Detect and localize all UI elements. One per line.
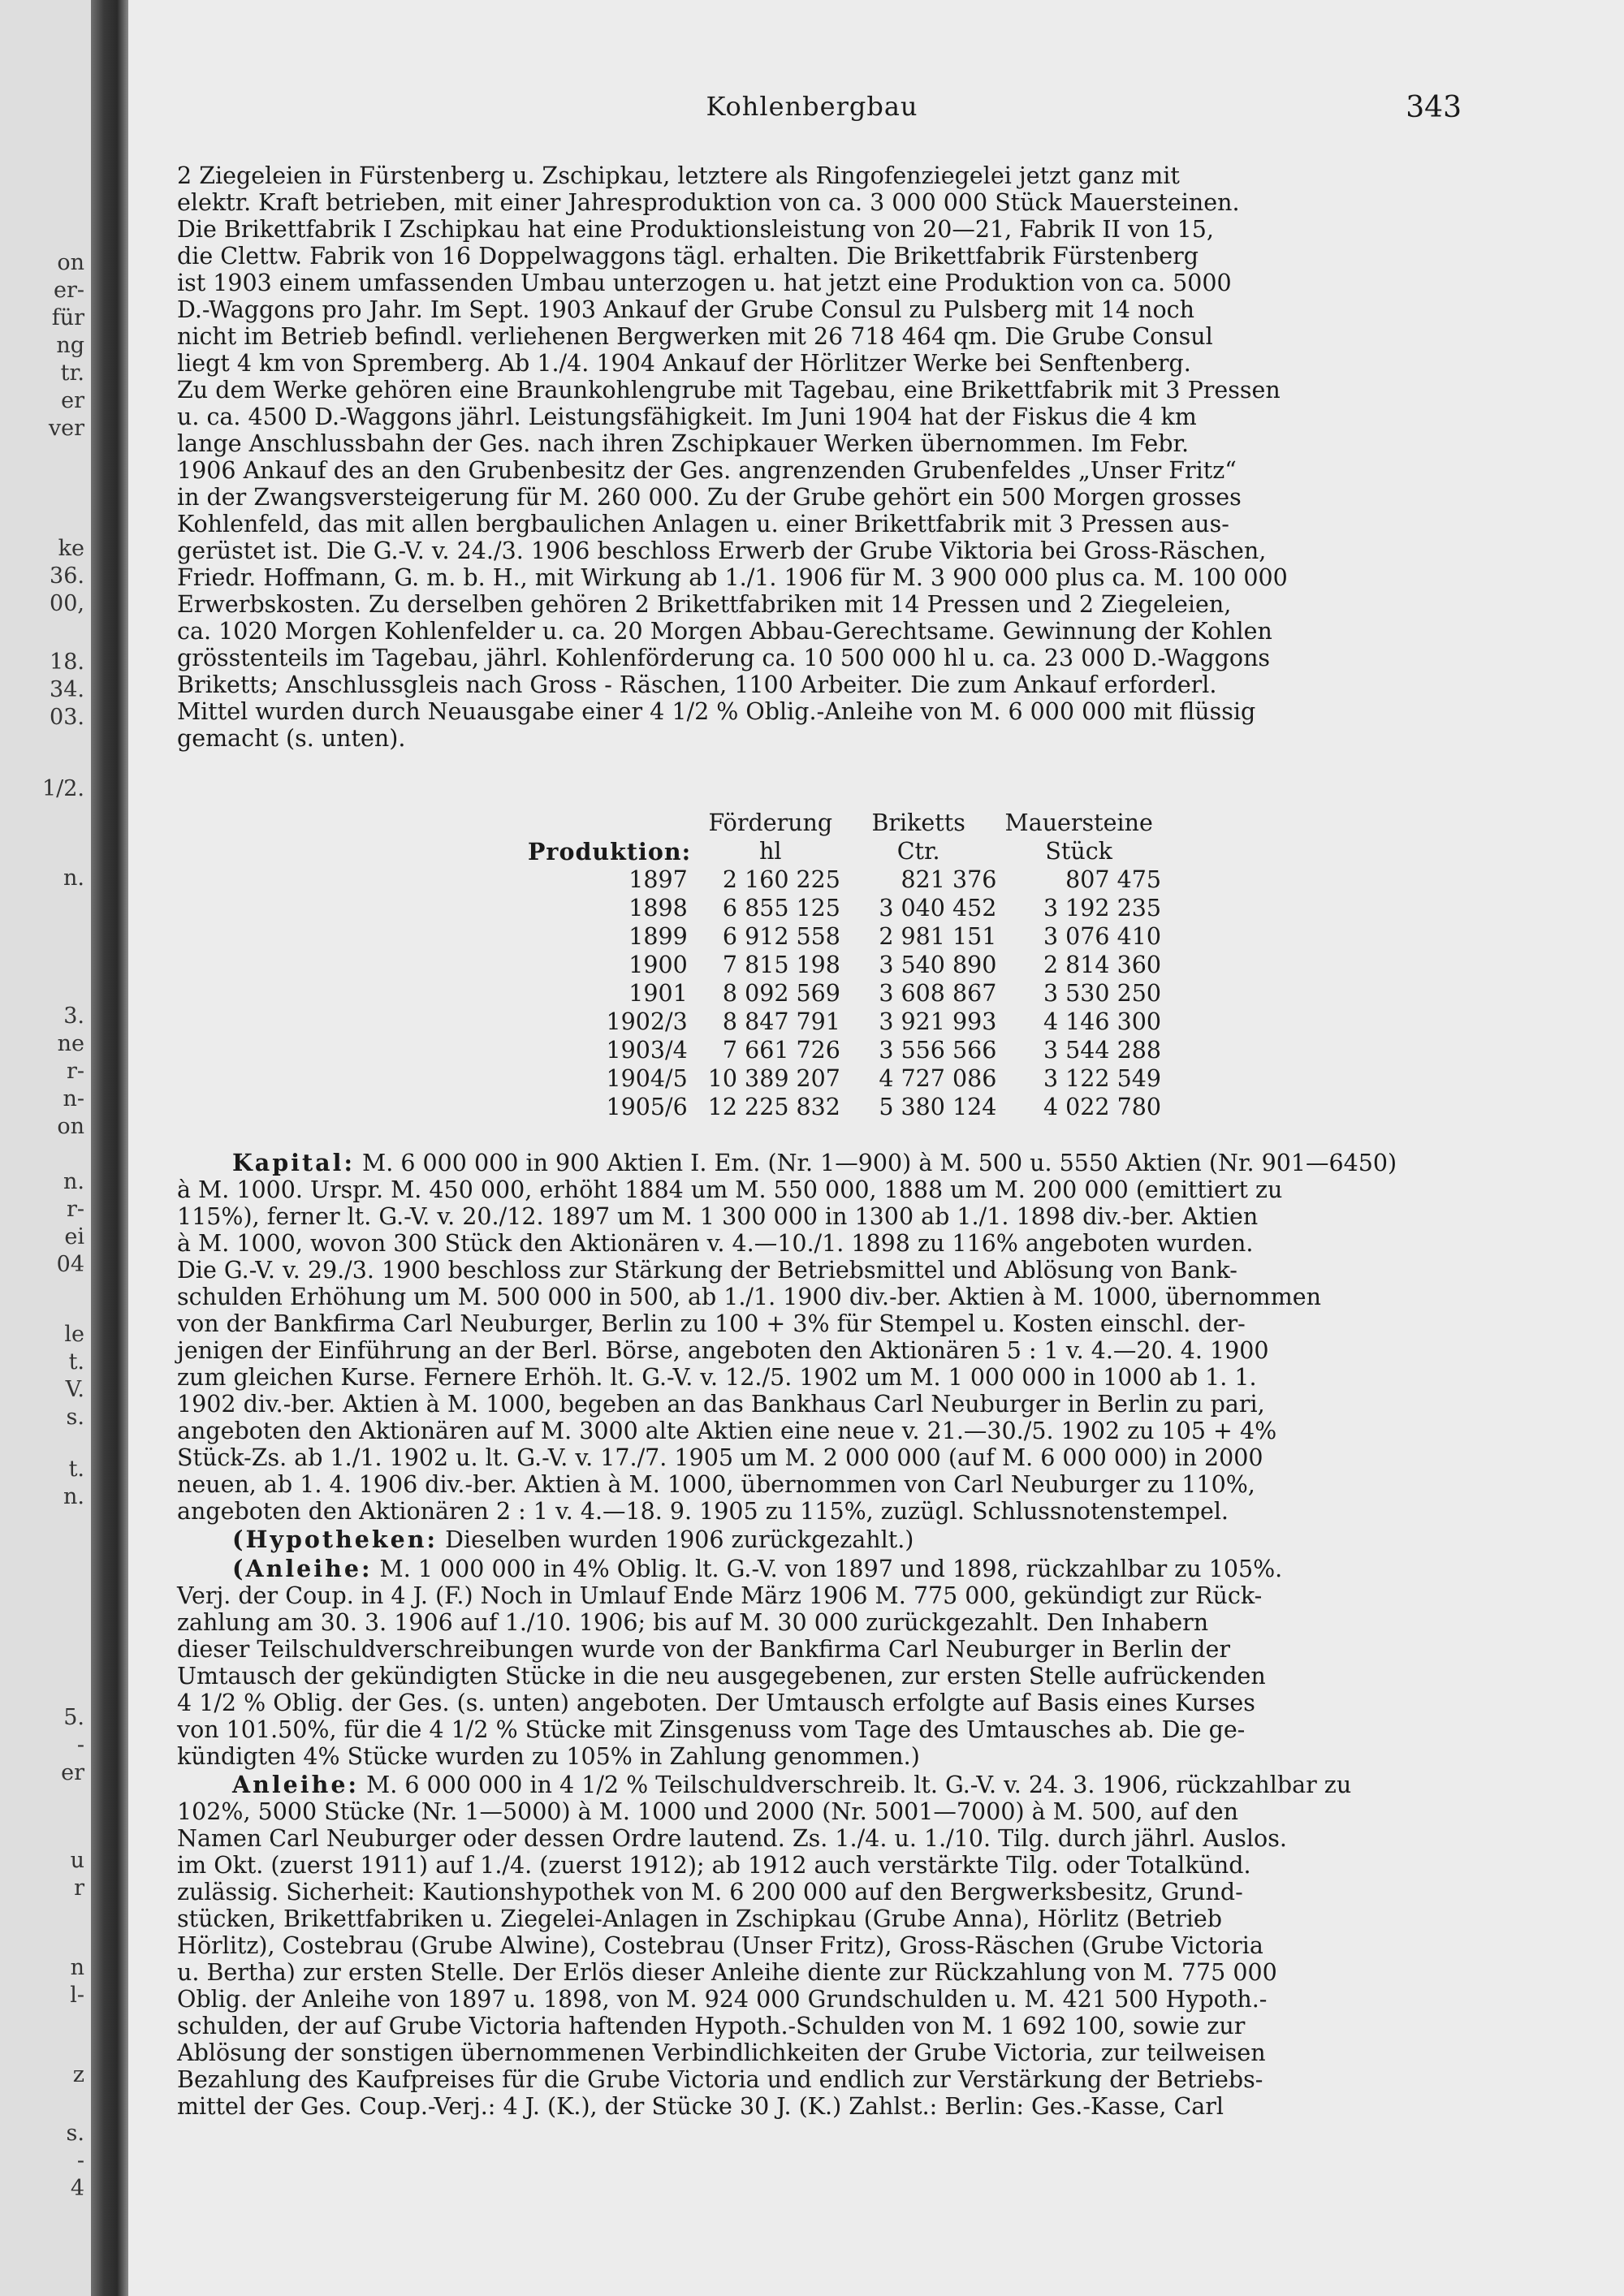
text-line: jenigen der Einführung an der Berl. Börse, angeboten den Aktionären 5 : 1 v. 4.—20. 4. 1900 <box>177 1337 1269 1364</box>
text-line: Bezahlung des Kaufpreises für die Grube Victoria und endlich zur Verstärkung der Betriebs- <box>177 2066 1263 2093</box>
margin-fragment: er- <box>53 278 84 303</box>
table-row <box>528 1008 1161 1036</box>
year-cell: 1898 <box>628 895 688 921</box>
text-line: dieser Teilschuldverschreibungen wurde von der Bankfirma Carl Neuburger in Berlin der <box>177 1636 1230 1663</box>
margin-fragment: l- <box>70 1983 84 2008</box>
margin-fragment: 4 <box>70 2176 84 2201</box>
column-header: Briketts <box>871 809 965 836</box>
text-line: die Clettw. Fabrik von 16 Doppelwaggons tägl. erhalten. Die Brikettfabrik Fürstenberg <box>177 243 1199 270</box>
foerderung-cell: 8 092 569 <box>722 980 840 1007</box>
text-line: 115%), ferner lt. G.-V. v. 20./12. 1897 um M. 1 300 000 in 1300 ab 1./1. 1898 div.-ber. Aktien <box>177 1203 1259 1230</box>
text-line: à M. 1000, wovon 300 Stück den Aktionären v. 4.—10./1. 1898 zu 116% angeboten wurden. <box>177 1230 1254 1257</box>
text-line: à M. 1000. Urspr. M. 450 000, erhöht 1884 um M. 550 000, 1888 um M. 200 000 (emittiert zu <box>177 1176 1283 1203</box>
briketts-cell: 3 540 890 <box>879 952 997 978</box>
margin-fragment: ei <box>64 1224 84 1249</box>
text-line: Namen Carl Neuburger oder dessen Ordre lautend. Zs. 1./4. u. 1./10. Tilg. durch jährl. Auslos. <box>177 1825 1287 1852</box>
table-row <box>528 951 1161 979</box>
table-label: Produktion: <box>528 837 692 865</box>
text-line: Verj. der Coup. in 4 J. (F.) Noch in Umlauf Ende März 1906 M. 775 000, gekündigt zur Rück- <box>177 1582 1263 1609</box>
margin-fragment: 34. <box>50 677 84 702</box>
margin-fragment: on <box>57 1114 84 1139</box>
text-line: Ablösung der sonstigen übernommenen Verbindlichkeiten der Grube Victoria, zur teilweisen <box>177 2039 1266 2066</box>
foerderung-cell: 6 912 558 <box>722 923 840 950</box>
text-line: Die G.-V. v. 29./3. 1900 beschloss zur Stärkung der Betriebsmittel und Ablösung von Bank- <box>177 1257 1237 1284</box>
text-line: mittel der Ges. Coup.-Verj.: 4 J. (K.), der Stücke 30 J. (K.) Zahlst.: Berlin: Ges.-Kasse, Carl <box>177 2093 1224 2120</box>
hypotheken-text: Dieselben wurden 1906 zurückgezahlt.) <box>445 1526 914 1553</box>
year-cell: 1905/6 <box>606 1094 688 1120</box>
year-cell: 1902/3 <box>606 1008 688 1035</box>
mauersteine-cell: 4 022 780 <box>1043 1094 1161 1120</box>
text-line: grösstenteils im Tagebau, jährl. Kohlenförderung ca. 10 500 000 hl u. ca. 23 000 D.-Waggons <box>177 645 1271 671</box>
mauersteine-cell: 4 146 300 <box>1043 1008 1161 1035</box>
mauersteine-cell: 3 122 549 <box>1043 1065 1161 1092</box>
table-row <box>528 894 1161 922</box>
year-cell: 1900 <box>628 952 688 978</box>
text-line: lange Anschlussbahn der Ges. nach ihren Zschipkauer Werken übernommen. Im Febr. <box>177 430 1189 457</box>
year-cell: 1899 <box>628 923 688 950</box>
margin-fragment: u <box>70 1848 84 1873</box>
margin-fragment: ke <box>58 536 84 561</box>
year-cell: 1903/4 <box>606 1037 688 1064</box>
margin-fragment: 04 <box>56 1252 84 1277</box>
table-header-row <box>528 809 1161 837</box>
foerderung-cell: 10 389 207 <box>707 1065 840 1092</box>
margin-fragment: le <box>64 1322 84 1347</box>
text-line: ist 1903 einem umfassenden Umbau unterzogen u. hat jetzt eine Produktion von ca. 5000 <box>177 270 1232 296</box>
text-line: von 101.50%, für die 4 1/2 % Stücke mit Zinsgenuss vom Tage des Umtausches ab. Die ge- <box>177 1716 1246 1743</box>
briketts-cell: 3 921 993 <box>879 1008 997 1035</box>
foerderung-cell: 2 160 225 <box>722 866 840 893</box>
text-line: von der Bankfirma Carl Neuburger, Berlin zu 100 + 3% für Stempel u. Kosten einschl. der- <box>177 1310 1246 1337</box>
text-line: Stück-Zs. ab 1./1. 1902 u. lt. G.-V. v. 17./7. 1905 um M. 2 000 000 (auf M. 6 000 000) in 2000 <box>177 1444 1263 1471</box>
text-line: neuen, ab 1. 4. 1906 div.-ber. Aktien à M. 1000, übernommen von Carl Neuburger zu 110%, <box>177 1471 1255 1498</box>
margin-fragment: er <box>61 388 84 413</box>
hypotheken-heading: (Hypotheken: <box>232 1526 438 1553</box>
foerderung-cell: 6 855 125 <box>722 895 840 921</box>
table-row <box>528 1064 1161 1093</box>
text-line: gerüstet ist. Die G.-V. v. 24./3. 1906 beschloss Erwerb der Grube Viktoria bei Gross-Räschen, <box>177 537 1267 564</box>
year-cell: 1901 <box>628 980 688 1007</box>
text-line: angeboten den Aktionären 2 : 1 v. 4.—18. 9. 1905 zu 115%, zuzügl. Schlussnotenstempel. <box>177 1498 1229 1525</box>
hypotheken-section <box>177 1526 1458 1553</box>
foerderung-cell: 8 847 791 <box>722 1008 840 1035</box>
mauersteine-cell: 3 544 288 <box>1043 1037 1161 1064</box>
margin-fragment: r- <box>66 1197 84 1222</box>
text-line: liegt 4 km von Spremberg. Ab 1./4. 1904 Ankauf der Hörlitzer Werke bei Senftenberg. <box>177 350 1191 377</box>
margin-fragment: - <box>76 2148 84 2173</box>
text-line: Friedr. Hoffmann, G. m. b. H., mit Wirkung ab 1./1. 1906 für M. 3 900 000 plus ca. M. 100 000 <box>177 564 1288 591</box>
text-line: zahlung am 30. 3. 1906 auf 1./10. 1906; bis auf M. 30 000 zurückgezahlt. Den Inhabern <box>177 1609 1209 1636</box>
margin-fragment: r <box>74 1875 84 1901</box>
mauersteine-cell: 3 530 250 <box>1043 980 1161 1007</box>
briketts-cell: 2 981 151 <box>879 923 997 950</box>
text-line: zum gleichen Kurse. Fernere Erhöh. lt. G.-V. v. 12./5. 1902 um M. 1 000 000 in 1000 ab 1. 1. <box>177 1364 1257 1391</box>
text-line: in der Zwangsversteigerung für M. 260 000. Zu der Grube gehört ein 500 Morgen grosses <box>177 484 1242 511</box>
intro-paragraph <box>177 162 1458 752</box>
text-line: Oblig. der Anleihe von 1897 u. 1898, von M. 924 000 Grundschulden u. M. 421 500 Hypoth.- <box>177 1986 1268 2013</box>
table-unit-row <box>528 837 1161 865</box>
column-header: Mauersteine <box>1004 809 1153 836</box>
table-row <box>528 1036 1161 1064</box>
margin-fragment: t. <box>68 1457 84 1482</box>
kapital-section <box>177 1150 1458 1525</box>
text-line: Die Brikettfabrik I Zschipkau hat eine Produktionsleistung von 20—21, Fabrik II von 15, <box>177 216 1214 243</box>
table-row <box>528 1093 1161 1121</box>
foerderung-cell: 7 815 198 <box>722 952 840 978</box>
running-title: Kohlenbergbau <box>706 91 918 122</box>
anleihe-first-line <box>177 1772 1458 1798</box>
margin-fragment: V. <box>65 1377 84 1402</box>
text-line: 102%, 5000 Stücke (Nr. 1—5000) à M. 1000 und 2000 (Nr. 5001—7000) à M. 500, auf den <box>177 1798 1238 1825</box>
text-line: M. 6 000 000 in 4 1/2 % Teilschuldverschreib. lt. G.-V. v. 24. 3. 1906, rückzahlbar zu <box>366 1772 1352 1798</box>
text-line: gemacht (s. unten). <box>177 725 406 752</box>
text-line: im Okt. (zuerst 1911) auf 1./4. (zuerst 1912); ab 1912 auch verstärkte Tilg. oder Totalkünd. <box>177 1852 1251 1879</box>
margin-fragment: n- <box>63 1086 84 1111</box>
margin-fragment: z <box>72 2062 84 2087</box>
text-line: kündigten 4% Stücke wurden zu 105% in Zahlung genommen.) <box>177 1743 920 1770</box>
page-number: 343 <box>1406 91 1462 124</box>
anleihe-heading: Anleihe: <box>232 1771 359 1798</box>
text-line: Mittel wurden durch Neuausgabe einer 4 1/2 % Oblig.-Anleihe von M. 6 000 000 mit flüssig <box>177 698 1256 725</box>
margin-fragment: 18. <box>50 650 84 675</box>
foerderung-cell: 12 225 832 <box>707 1094 840 1120</box>
text-line: M. 6 000 000 in 900 Aktien I. Em. (Nr. 1—900) à M. 500 u. 5550 Aktien (Nr. 901—6450) <box>362 1150 1397 1176</box>
margin-fragment: s. <box>66 2121 84 2146</box>
text-line: u. Bertha) zur ersten Stelle. Der Erlös dieser Anleihe diente zur Rückzahlung von M. 775 000 <box>177 1959 1277 1986</box>
foerderung-cell: 7 661 726 <box>722 1037 840 1064</box>
text-line: angeboten den Aktionären auf M. 3000 alte Aktien eine neue v. 21.—30./5. 1902 zu 105 + 4% <box>177 1418 1277 1444</box>
table-row <box>528 979 1161 1008</box>
kapital-first-line <box>177 1150 1458 1176</box>
briketts-cell: 3 556 566 <box>879 1037 997 1064</box>
mauersteine-cell: 807 475 <box>1065 866 1161 893</box>
briketts-cell: 5 380 124 <box>879 1094 997 1120</box>
text-line: 1902 div.-ber. Aktien à M. 1000, begeben an das Bankhaus Carl Neuburger in Berlin zu pari, <box>177 1391 1265 1418</box>
briketts-cell: 4 727 086 <box>879 1065 997 1092</box>
year-cell: 1904/5 <box>606 1065 688 1092</box>
text-line: u. ca. 4500 D.-Waggons jährl. Leistungsfähigkeit. Im Juni 1904 hat der Fiskus die 4 km <box>177 404 1197 430</box>
margin-fragment: ver <box>48 416 84 441</box>
text-line: stücken, Brikettfabriken u. Ziegelei-Anlagen in Zschipkau (Grube Anna), Hörlitz (Betrieb <box>177 1905 1222 1932</box>
text-line: 2 Ziegeleien in Fürstenberg u. Zschipkau, letztere als Ringofenziegelei jetzt ganz mit <box>177 162 1180 189</box>
anleihe-heading: (Anleihe: <box>232 1555 373 1582</box>
margin-fragment: ng <box>56 333 84 358</box>
text-line: 1906 Ankauf des an den Grubenbesitz der Ges. angrenzenden Grubenfeldes „Unser Fritz“ <box>177 457 1237 484</box>
kapital-heading: Kapital: <box>232 1149 355 1176</box>
table-row <box>528 922 1161 951</box>
text-line <box>177 1526 1458 1553</box>
margin-fragment: er <box>61 1760 84 1785</box>
margin-fragment: r- <box>66 1059 84 1084</box>
mauersteine-cell: 2 814 360 <box>1043 952 1161 978</box>
margin-fragment: 3. <box>63 1003 84 1029</box>
margin-fragment: 03. <box>50 705 84 730</box>
mauersteine-cell: 3 076 410 <box>1043 923 1161 950</box>
anleihe-first-line <box>177 1556 1458 1582</box>
year-cell: 1897 <box>628 866 688 893</box>
column-header: Förderung <box>708 809 833 836</box>
text-line: 4 1/2 % Oblig. der Ges. (s. unten) angeboten. Der Umtausch erfolgte auf Basis eines Kurses <box>177 1690 1255 1716</box>
text-line: Umtausch der gekündigten Stücke in die neu ausgegebenen, zur ersten Stelle aufrückenden <box>177 1663 1266 1690</box>
anleihe-1897-section <box>177 1556 1458 1770</box>
text-line: nicht im Betrieb befindl. verliehenen Bergwerken mit 26 718 464 qm. Die Grube Consul <box>177 323 1213 350</box>
text-line: Hörlitz), Costebrau (Grube Alwine), Costebrau (Unser Fritz), Gross-Räschen (Grube Victoria <box>177 1932 1263 1959</box>
margin-fragment: n. <box>63 1169 84 1194</box>
briketts-cell: 3 040 452 <box>879 895 997 921</box>
text-line: zulässig. Sicherheit: Kautionshypothek von M. 6 200 000 auf den Bergwerksbesitz, Grund- <box>177 1879 1243 1905</box>
column-unit: Stück <box>1045 838 1112 865</box>
text-line: Kohlenfeld, das mit allen bergbaulichen Anlagen u. einer Brikettfabrik mit 3 Pressen aus- <box>177 511 1229 537</box>
text-line: M. 1 000 000 in 4% Oblig. lt. G.-V. von 1897 und 1898, rückzahlbar zu 105%. <box>379 1556 1283 1582</box>
column-unit: hl <box>759 838 782 865</box>
column-unit: Ctr. <box>896 838 940 865</box>
margin-fragment: n. <box>63 865 84 891</box>
text-line: schulden Erhöhung um M. 500 000 in 500, ab 1./1. 1900 div.-ber. Aktien à M. 1000, übernommen <box>177 1284 1321 1310</box>
margin-fragment: tr. <box>60 360 84 386</box>
margin-fragment: ne <box>57 1031 84 1056</box>
mauersteine-cell: 3 192 235 <box>1043 895 1161 921</box>
text-line: schulden, der auf Grube Victoria haftenden Hypoth.-Schulden von M. 1 692 100, sowie zur <box>177 2013 1246 2039</box>
text-line: Zu dem Werke gehören eine Braunkohlengrube mit Tagebau, eine Brikettfabrik mit 3 Pressen <box>177 377 1281 404</box>
margin-fragment: 36. <box>50 563 84 589</box>
text-line: D.-Waggons pro Jahr. Im Sept. 1903 Ankauf der Grube Consul zu Pulsberg mit 14 noch <box>177 296 1194 323</box>
margin-fragment: n <box>70 1955 84 1980</box>
text-line: Erwerbskosten. Zu derselben gehören 2 Brikettfabriken mit 14 Pressen und 2 Ziegeleien, <box>177 591 1232 618</box>
margin-fragment: - <box>76 1733 84 1758</box>
text-line: ca. 1020 Morgen Kohlenfelder u. ca. 20 Morgen Abbau-Gerechtsame. Gewinnung der Kohlen <box>177 618 1272 645</box>
margin-fragment: s. <box>66 1405 84 1430</box>
text-line: elektr. Kraft betrieben, mit einer Jahresproduktion von ca. 3 000 000 Stück Mauersteinen. <box>177 189 1240 216</box>
margin-fragment: für <box>51 305 84 330</box>
margin-fragment: 1/2. <box>41 776 84 801</box>
table-row <box>528 865 1161 894</box>
margin-fragment: t. <box>68 1349 84 1375</box>
facing-page-margin-fragments <box>0 0 91 2296</box>
text-line: Briketts; Anschlussgleis nach Gross - Räschen, 1100 Arbeiter. Die zum Ankauf erforderl. <box>177 671 1217 698</box>
production-table <box>528 809 1161 1121</box>
margin-fragment: 5. <box>63 1705 84 1730</box>
anleihe-1906-section <box>177 1772 1458 2120</box>
page-header <box>162 91 1462 132</box>
briketts-cell: 821 376 <box>901 866 997 893</box>
margin-fragment: on <box>57 250 84 275</box>
margin-fragment: n. <box>63 1484 84 1509</box>
book-gutter-shadow <box>91 0 128 2296</box>
briketts-cell: 3 608 867 <box>879 980 997 1007</box>
margin-fragment: 00, <box>50 591 84 616</box>
